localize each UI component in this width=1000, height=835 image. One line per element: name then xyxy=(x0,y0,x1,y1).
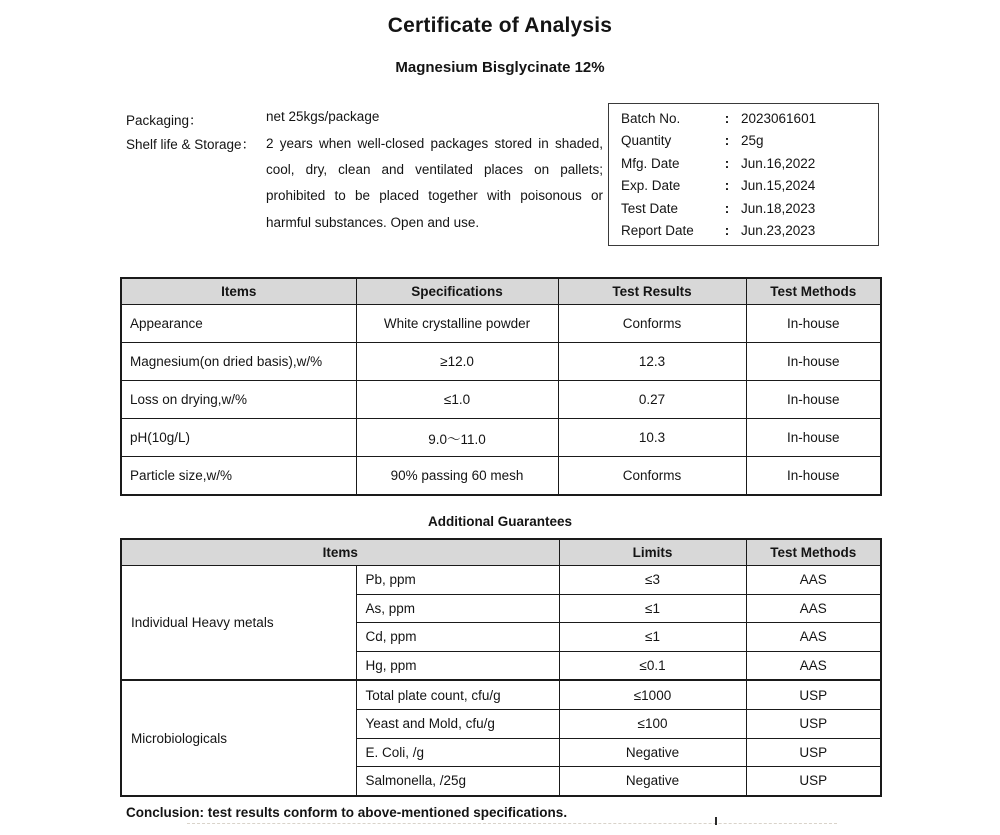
batch-no-row xyxy=(621,111,872,126)
table-row xyxy=(121,381,881,419)
quantity-value: 25g xyxy=(741,133,764,149)
spec-specification: 9.0～11.0 xyxy=(356,419,558,457)
exp-date-label: Exp. Date xyxy=(621,178,681,194)
report-date-label: Report Date xyxy=(621,222,694,238)
report-date-row xyxy=(621,223,872,238)
mfg-date-label: Mfg. Date xyxy=(621,155,680,171)
guarantees-header-test-methods: Test Methods xyxy=(746,539,881,566)
guarantee-method: AAS xyxy=(746,566,881,595)
guarantee-limit: ≤100 xyxy=(559,709,746,738)
guarantee-limit: Negative xyxy=(559,767,746,796)
spec-result: Conforms xyxy=(558,457,746,496)
guarantee-item: Total plate count, cfu/g xyxy=(356,680,559,709)
additional-guarantees-table xyxy=(120,538,882,797)
guarantee-limit: ≤1 xyxy=(559,594,746,623)
spec-result: Conforms xyxy=(558,305,746,343)
batch-no-label: Batch No. xyxy=(621,111,681,126)
guarantee-item: Yeast and Mold, cfu/g xyxy=(356,709,559,738)
spec-item: pH(10g/L) xyxy=(121,419,356,457)
guarantee-method: AAS xyxy=(746,651,881,680)
shelf-life-value: 2 years when well-closed packages stored in shaded, cool, dry, clean and ventilated places on pallets; prohibited to be placed together with poisonous or harmful substances. Open and use. xyxy=(266,136,603,230)
spec-method: In-house xyxy=(746,381,881,419)
packaging-label: Packaging： xyxy=(126,113,203,128)
separator: : xyxy=(724,178,730,194)
exp-date-row xyxy=(621,178,872,193)
shelf-life-label: Shelf life & Storage： xyxy=(126,137,256,152)
conclusion-text: Conclusion: test results conform to above-mentioned specifications. xyxy=(126,805,568,820)
test-date-label: Test Date xyxy=(621,200,679,216)
spec-specification: 90% passing 60 mesh xyxy=(356,457,558,496)
spec-header-items: Items xyxy=(121,278,356,305)
guarantee-method: USP xyxy=(746,680,881,709)
table-row xyxy=(121,566,881,595)
spec-item: Magnesium(on dried basis),w/% xyxy=(121,343,356,381)
table-row xyxy=(121,457,881,496)
guarantee-limit: ≤1 xyxy=(559,623,746,652)
spec-header-row xyxy=(121,278,881,305)
scan-artifact-dashed-line xyxy=(187,823,837,824)
separator: : xyxy=(724,222,730,238)
spec-method: In-house xyxy=(746,305,881,343)
spec-item: Loss on drying,w/% xyxy=(121,381,356,419)
spec-header-specifications: Specifications xyxy=(356,278,558,305)
guarantee-limit: ≤0.1 xyxy=(559,651,746,680)
spec-specification: White crystalline powder xyxy=(356,305,558,343)
guarantee-item: Pb, ppm xyxy=(356,566,559,595)
spec-result: 10.3 xyxy=(558,419,746,457)
guarantee-method: USP xyxy=(746,738,881,767)
test-date-row xyxy=(621,201,872,216)
guarantees-header-row xyxy=(121,539,881,566)
batch-info-box xyxy=(608,103,879,246)
specification-table xyxy=(120,277,882,496)
spec-item: Particle size,w/% xyxy=(121,457,356,496)
spec-result: 12.3 xyxy=(558,343,746,381)
guarantee-limit: ≤3 xyxy=(559,566,746,595)
spec-result: 0.27 xyxy=(558,381,746,419)
spec-method: In-house xyxy=(746,419,881,457)
document-title: Certificate of Analysis xyxy=(387,14,613,37)
guarantee-method: AAS xyxy=(746,623,881,652)
guarantee-item: Cd, ppm xyxy=(356,623,559,652)
mfg-date-row xyxy=(621,156,872,171)
product-name: Magnesium Bisglycinate 12% xyxy=(395,59,605,76)
quantity-label: Quantity xyxy=(621,133,672,149)
spec-specification: ≤1.0 xyxy=(356,381,558,419)
guarantees-header-items: Items xyxy=(121,539,559,566)
exp-date-value: Jun.15,2024 xyxy=(741,178,816,194)
guarantee-method: AAS xyxy=(746,594,881,623)
spec-method: In-house xyxy=(746,343,881,381)
guarantee-item: Hg, ppm xyxy=(356,651,559,680)
guarantee-method: USP xyxy=(746,767,881,796)
additional-guarantees-title: Additional Guarantees xyxy=(427,514,573,529)
group-label-heavy-metals: Individual Heavy metals xyxy=(121,566,356,681)
test-date-value: Jun.18,2023 xyxy=(741,200,816,216)
table-row xyxy=(121,680,881,709)
guarantee-limit: ≤1000 xyxy=(559,680,746,709)
table-row xyxy=(121,343,881,381)
separator: : xyxy=(724,200,730,216)
spec-item: Appearance xyxy=(121,305,356,343)
spec-specification: ≥12.0 xyxy=(356,343,558,381)
guarantee-item: Salmonella, /25g xyxy=(356,767,559,796)
separator: : xyxy=(724,111,730,126)
table-row xyxy=(121,305,881,343)
guarantee-item: As, ppm xyxy=(356,594,559,623)
guarantees-header-limits: Limits xyxy=(559,539,746,566)
packaging-value: net 25kgs/package xyxy=(266,109,380,124)
quantity-row xyxy=(621,133,872,148)
mfg-date-value: Jun.16,2022 xyxy=(741,155,816,171)
group-label-microbiologicals: Microbiologicals xyxy=(121,680,356,795)
spec-header-test-methods: Test Methods xyxy=(746,278,881,305)
guarantee-method: USP xyxy=(746,709,881,738)
spec-header-test-results: Test Results xyxy=(558,278,746,305)
scan-artifact-tick xyxy=(715,817,717,825)
spec-method: In-house xyxy=(746,457,881,496)
separator: : xyxy=(724,133,730,149)
batch-no-value: 2023061601 xyxy=(741,111,817,126)
report-date-value: Jun.23,2023 xyxy=(741,222,816,238)
separator: : xyxy=(724,155,730,171)
table-row xyxy=(121,419,881,457)
guarantee-limit: Negative xyxy=(559,738,746,767)
guarantee-item: E. Coli, /g xyxy=(356,738,559,767)
